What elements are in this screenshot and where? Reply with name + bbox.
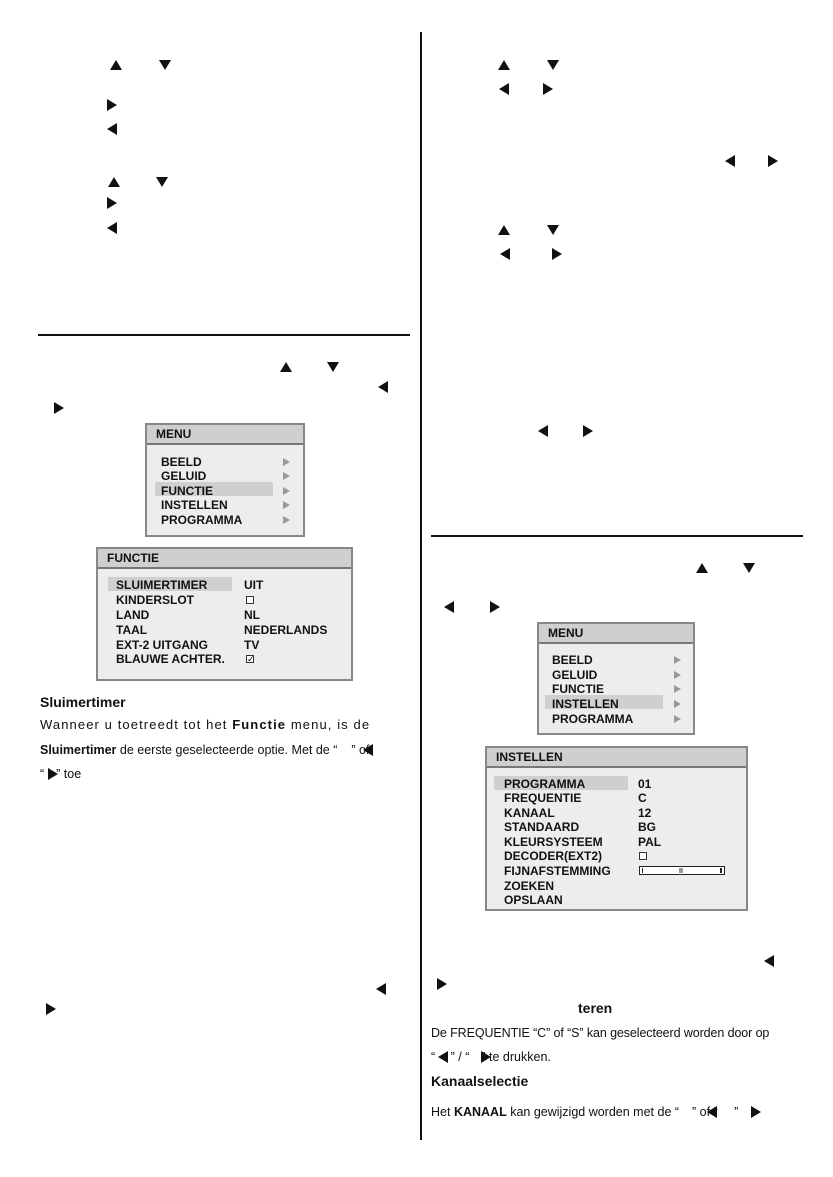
up-arrow-icon [498,225,510,235]
right-arrow-icon [46,1003,56,1015]
left-arrow-icon [363,744,373,756]
instellen-value-standaard: BG [638,820,656,834]
slider-left-tick [642,868,643,873]
menu-item-beeld[interactable]: BEELD [161,455,202,469]
sluimertimer-heading: Sluimertimer [40,694,126,710]
down-arrow-icon [743,563,755,573]
left-arrow-icon [107,222,117,234]
left-arrow-icon [107,123,117,135]
main-menu-right [537,622,695,735]
instellen-menu [485,746,748,911]
down-arrow-icon [159,60,171,70]
menu-item-functie[interactable]: FUNCTIE [161,484,213,498]
kinderslot-checkbox[interactable] [246,596,254,604]
up-arrow-icon [110,60,122,70]
menu-item-programma[interactable]: PROGRAMMA [552,712,634,726]
submenu-arrow-icon [283,516,290,524]
instellen-value-programma: 01 [638,777,652,791]
left-arrow-icon [500,248,510,260]
left-arrow-icon [707,1106,717,1118]
left-arrow-icon [438,1051,448,1063]
instellen-value-kleursysteem: PAL [638,835,662,849]
fine-tuning-slider[interactable] [639,866,725,875]
left-arrow-icon [444,601,454,613]
right-arrow-icon [751,1106,761,1118]
right-arrow-icon [437,978,447,990]
slider-thumb[interactable] [679,868,683,873]
decoder-checkbox[interactable] [639,852,647,860]
left-arrow-icon [499,83,509,95]
left-arrow-icon [378,381,388,393]
right-arrow-icon [583,425,593,437]
down-arrow-icon [156,177,168,187]
functie-value-ext2: TV [244,638,260,652]
partial-heading-teren: teren [578,1000,613,1016]
functie-label-sluimertimer[interactable]: SLUIMERTIMER [116,578,208,592]
left-arrow-icon [764,955,774,967]
submenu-arrow-icon [283,487,290,495]
instellen-label-decoder[interactable]: DECODER(EXT2) [504,849,603,863]
instellen-value-kanaal: 12 [638,806,652,820]
menu-item-instellen[interactable]: INSTELLEN [552,697,619,711]
right-arrow-icon [48,768,58,780]
submenu-arrow-icon [283,501,290,509]
instellen-menu-title: INSTELLEN [487,748,746,768]
up-arrow-icon [498,60,510,70]
functie-label-taal[interactable]: TAAL [116,623,148,637]
submenu-arrow-icon [674,671,681,679]
down-arrow-icon [547,60,559,70]
up-arrow-icon [108,177,120,187]
functie-menu [96,547,353,681]
up-arrow-icon [696,563,708,573]
functie-value-sluimertimer: UIT [244,578,264,592]
functie-label-ext2[interactable]: EXT-2 UITGANG [116,638,209,652]
instellen-label-zoeken[interactable]: ZOEKEN [504,879,555,893]
instellen-label-standaard[interactable]: STANDAARD [504,820,580,834]
menu-item-functie[interactable]: FUNCTIE [552,682,604,696]
functie-value-land: NL [244,608,260,622]
menu-item-beeld[interactable]: BEELD [552,653,593,667]
down-arrow-icon [327,362,339,372]
right-arrow-icon [490,601,500,613]
menu-item-programma[interactable]: PROGRAMMA [161,513,243,527]
instellen-value-frequentie: C [638,791,647,805]
frequentie-line1: De FREQUENTIE “C” of “S” kan geselecteerd worden door op [431,1026,770,1040]
down-arrow-icon [547,225,559,235]
menu-item-geluid[interactable]: GELUID [552,668,598,682]
functie-value-taal: NEDERLANDS [244,623,328,637]
menu-title: MENU [539,624,693,644]
menu-item-instellen[interactable]: INSTELLEN [161,498,228,512]
instellen-label-kleursysteem[interactable]: KLEURSYSTEEM [504,835,603,849]
submenu-arrow-icon [674,715,681,723]
right-arrow-icon [54,402,64,414]
right-arrow-icon [107,197,117,209]
left-arrow-icon [725,155,735,167]
submenu-arrow-icon [283,458,290,466]
right-arrow-icon [543,83,553,95]
sluimer-paragraph-line2: Sluimertimer de eerste geselecteerde optie. Met de “ ” of [40,743,370,757]
section-rule-left [38,334,410,336]
instellen-label-opslaan[interactable]: OPSLAAN [504,893,563,907]
submenu-arrow-icon [674,685,681,693]
column-divider [420,32,422,1140]
sluimer-paragraph-line1: Wanneer u toetreedt tot het Functie menu, is de [40,717,371,732]
left-arrow-icon [538,425,548,437]
main-menu-left [145,423,305,537]
sluimer-paragraph-line3: “ ” toe [40,767,82,781]
frequentie-line2: “ ” / “ ” te drukken. [431,1050,551,1064]
left-arrow-icon [376,983,386,995]
submenu-arrow-icon [674,656,681,664]
functie-label-land[interactable]: LAND [116,608,150,622]
section-rule-right [431,535,803,537]
right-arrow-icon [552,248,562,260]
right-arrow-icon [768,155,778,167]
blauwe-achter-checkbox[interactable]: ✓ [247,654,255,664]
menu-item-geluid[interactable]: GELUID [161,469,207,483]
submenu-arrow-icon [283,472,290,480]
kanaal-line: Het KANAAL kan gewijzigd worden met de “ ” of “ ” [431,1105,739,1119]
instellen-label-fijnafstemming[interactable]: FIJNAFSTEMMING [504,864,611,878]
instellen-label-kanaal[interactable]: KANAAL [504,806,555,820]
instellen-label-programma[interactable]: PROGRAMMA [504,777,586,791]
functie-menu-title: FUNCTIE [98,549,351,569]
functie-label-kinderslot[interactable]: KINDERSLOT [116,593,194,607]
slider-right-tick [720,868,722,873]
up-arrow-icon [280,362,292,372]
instellen-label-frequentie[interactable]: FREQUENTIE [504,791,582,805]
menu-title: MENU [147,425,303,445]
right-arrow-icon [481,1051,491,1063]
submenu-arrow-icon [674,700,681,708]
kanaalselectie-heading: Kanaalselectie [431,1073,529,1089]
right-arrow-icon [107,99,117,111]
functie-label-blauwe-achter[interactable]: BLAUWE ACHTER. [116,652,225,666]
